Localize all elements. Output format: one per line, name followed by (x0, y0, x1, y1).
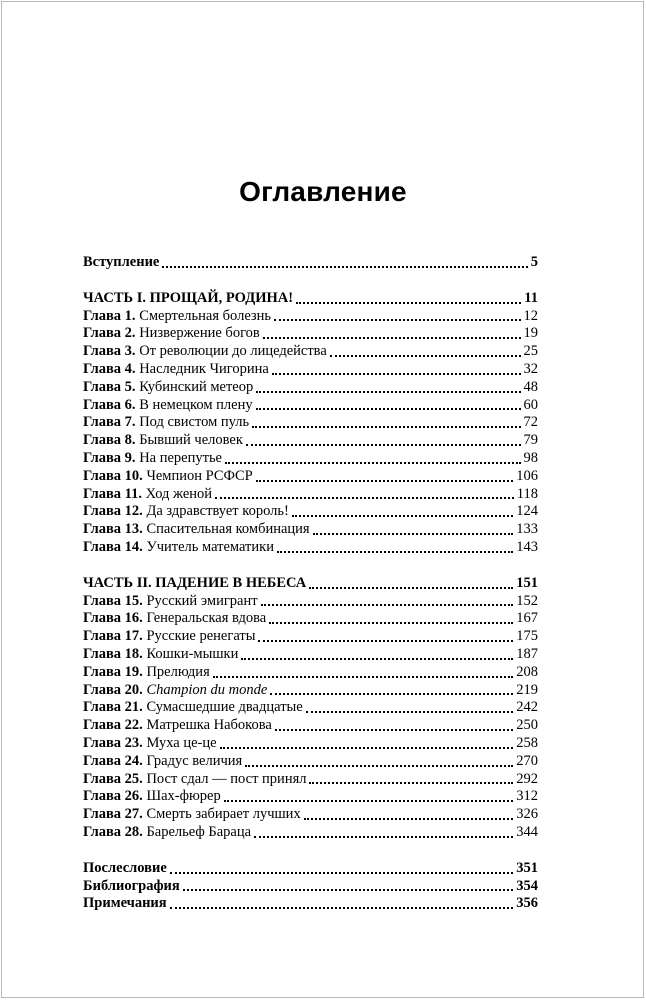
toc-page-number: 175 (516, 628, 538, 645)
toc-chapter-row[interactable] (83, 521, 538, 539)
chapter-number: Глава 28. (83, 823, 143, 840)
chapter-title: Чемпион РСФСР (146, 467, 253, 484)
toc-chapter-row[interactable] (83, 735, 538, 753)
dot-leader (309, 586, 513, 589)
toc-page-number: 133 (516, 521, 538, 538)
toc-chapter-row[interactable] (83, 717, 538, 735)
toc-page-number: 106 (516, 467, 538, 484)
toc-page-number: 124 (516, 503, 538, 520)
toc-entry-label (83, 450, 222, 467)
toc-page-number: 79 (523, 432, 538, 449)
dot-leader (224, 799, 514, 802)
chapter-title: Шах-фюрер (146, 788, 221, 805)
dot-leader (261, 603, 514, 606)
dot-leader (277, 550, 513, 553)
spacer (83, 842, 538, 860)
toc-entry-label: Библиография (83, 877, 180, 894)
dot-leader (246, 443, 521, 446)
chapter-number: Глава 2. (83, 325, 136, 342)
chapter-title: Под свистом пуль (139, 414, 250, 431)
toc-chapter-row[interactable] (83, 610, 538, 628)
chapter-number: Глава 17. (83, 628, 143, 645)
page-title: Оглавление (239, 176, 407, 207)
toc-page-number: 250 (516, 717, 538, 734)
toc-entry-label (83, 610, 266, 627)
chapter-number: Глава 3. (83, 343, 136, 360)
dot-leader (313, 532, 514, 535)
toc-entry-label (83, 414, 249, 431)
toc-page-number: 32 (523, 360, 538, 377)
toc-entry-label (83, 432, 243, 449)
chapter-number: Глава 20. (83, 681, 143, 698)
toc-entry-label (83, 824, 251, 841)
dot-leader (245, 764, 513, 767)
chapter-title: Прелюдия (146, 663, 210, 680)
toc-chapter-row[interactable] (83, 628, 538, 646)
dot-leader (254, 835, 513, 838)
toc-page-number: 151 (516, 574, 538, 591)
chapter-number: Глава 9. (83, 449, 136, 466)
toc-back-matter-row[interactable] (83, 878, 538, 896)
chapter-title: Кошки-мышки (146, 645, 239, 662)
toc-entry-label (83, 646, 238, 663)
dot-leader (162, 265, 527, 268)
chapter-title: Низвержение богов (139, 325, 260, 342)
toc-page-number: 242 (516, 699, 538, 716)
toc-entry-label: Примечания (83, 895, 167, 912)
toc-page-number: 258 (516, 734, 538, 751)
toc-entry-label (83, 788, 221, 805)
toc-page-number: 208 (516, 663, 538, 680)
chapter-number: Глава 4. (83, 360, 136, 377)
dot-leader (296, 301, 521, 304)
toc-chapter-row[interactable] (83, 699, 538, 717)
toc-entry-label (83, 753, 242, 770)
chapter-number: Глава 16. (83, 610, 143, 627)
dot-leader (170, 906, 514, 909)
toc-entry-label: Послесловие (83, 859, 167, 876)
toc-page-number: 5 (530, 254, 538, 270)
dot-leader (304, 817, 514, 820)
toc-entry-label (83, 806, 301, 823)
toc-chapter-row[interactable] (83, 503, 538, 521)
dot-leader (252, 425, 520, 428)
chapter-number: Глава 19. (83, 663, 143, 680)
toc-page-number: 25 (523, 343, 538, 360)
spacer (83, 272, 538, 290)
chapter-number: Глава 25. (83, 770, 143, 787)
toc-entry-label (83, 682, 267, 699)
chapter-title: Муха це-це (146, 734, 217, 751)
chapter-title: Бывший человек (139, 432, 243, 449)
chapter-number: Глава 10. (83, 467, 143, 484)
toc-back-matter-row[interactable] (83, 895, 538, 913)
toc-chapter-row[interactable] (83, 664, 538, 682)
toc-page-number: 72 (523, 414, 538, 431)
dot-leader (183, 888, 514, 891)
chapter-number: Глава 12. (83, 503, 143, 520)
chapter-title: Сумасшедшие двадцатые (146, 699, 303, 716)
chapter-title: Смертельная болезнь (139, 307, 272, 324)
dot-leader (274, 318, 520, 321)
toc-entry-label (83, 503, 289, 520)
toc-entry-label (83, 539, 274, 556)
toc-chapter-row[interactable] (83, 753, 538, 771)
toc-chapter-row[interactable] (83, 432, 538, 450)
toc-entry-label (83, 717, 272, 734)
toc-page-number: 354 (516, 877, 538, 894)
chapter-title: Смерть забирает лучших (146, 806, 301, 823)
dot-leader (256, 407, 521, 410)
toc-page-number: 167 (516, 610, 538, 627)
chapter-number: Глава 18. (83, 645, 143, 662)
dot-leader (215, 496, 514, 499)
toc-chapter-row[interactable] (83, 468, 538, 486)
toc-page-number: 356 (516, 895, 538, 912)
toc-chapter-row[interactable] (83, 593, 538, 611)
toc-chapter-row[interactable] (83, 343, 538, 361)
chapter-number: Глава 8. (83, 432, 136, 449)
dot-leader (292, 514, 513, 517)
chapter-title: Русский эмигрант (146, 592, 258, 609)
chapter-title: Кубинский метеор (139, 378, 254, 395)
toc-entry-label (83, 664, 210, 681)
chapter-title: Учитель математики (146, 538, 274, 555)
toc-chapter-row[interactable] (83, 325, 538, 343)
toc-page-number: 11 (524, 289, 538, 306)
toc-page-number: 48 (523, 378, 538, 395)
chapter-number: Глава 13. (83, 521, 143, 538)
chapter-number: Глава 1. (83, 307, 136, 324)
dot-leader (330, 354, 521, 357)
toc-chapter-row[interactable] (83, 646, 538, 664)
toc-page-number: 219 (516, 681, 538, 698)
toc-entry-label (83, 325, 260, 342)
toc-entry-label (83, 379, 253, 396)
toc-page-number: 351 (516, 859, 538, 876)
chapter-number: Глава 23. (83, 734, 143, 751)
chapter-title: Барельеф Бараца (146, 823, 252, 840)
dot-leader (306, 710, 514, 713)
dot-leader (269, 621, 513, 624)
part-label: ЧАСТЬ II. ПАДЕНИЕ В НЕБЕСА (83, 574, 307, 591)
toc-entry-label: Вступление (83, 254, 160, 270)
dot-leader (256, 390, 520, 393)
toc-chapter-row[interactable] (83, 486, 538, 504)
toc-page-number: 270 (516, 752, 538, 769)
toc-chapter-row[interactable] (83, 771, 538, 789)
toc-entry-label (83, 521, 310, 538)
chapter-number: Глава 21. (83, 699, 143, 716)
toc-page-number: 187 (516, 645, 538, 662)
chapter-title: Градус величия (146, 752, 243, 769)
chapter-title: Ход женой (145, 485, 213, 502)
dot-leader (309, 781, 513, 784)
toc-entry-label (83, 397, 253, 414)
toc-chapter-row[interactable] (83, 824, 538, 842)
chapter-title: Спасительная комбинация (146, 521, 310, 538)
toc-entry-label (83, 468, 253, 485)
toc-entry-label (83, 593, 258, 610)
toc-page-number: 12 (523, 307, 538, 324)
toc-intro[interactable] (83, 254, 538, 272)
chapter-number: Глава 24. (83, 752, 143, 769)
toc-page-number: 344 (516, 823, 538, 840)
chapter-title: На перепутье (139, 449, 222, 466)
table-of-contents (83, 254, 538, 913)
spacer (83, 557, 538, 575)
toc-chapter-row[interactable] (83, 806, 538, 824)
toc-page-number: 326 (516, 806, 538, 823)
chapter-number: Глава 22. (83, 717, 143, 734)
toc-page-number: 118 (516, 485, 538, 502)
chapter-number: Глава 15. (83, 592, 143, 609)
toc-chapter-row[interactable] (83, 361, 538, 379)
toc-part-2[interactable] (83, 575, 538, 593)
chapter-number: Глава 11. (83, 485, 143, 502)
chapter-title: В немецком плену (139, 396, 253, 413)
toc-chapter-row[interactable] (83, 414, 538, 432)
dot-leader (220, 746, 514, 749)
dot-leader (270, 692, 513, 695)
chapter-title: Матрешка Набокова (146, 717, 272, 734)
toc-chapter-row[interactable] (83, 539, 538, 557)
toc-back-matter-row[interactable] (83, 860, 538, 878)
toc-entry-label (83, 735, 217, 752)
toc-chapter-row[interactable] (83, 379, 538, 397)
part-2-chapter-list (83, 593, 538, 842)
chapter-title: Пост сдал — пост принял (146, 770, 307, 787)
toc-chapter-row[interactable] (83, 308, 538, 326)
toc-page-number: 19 (523, 325, 538, 342)
dot-leader (263, 336, 521, 339)
toc-entry-label (83, 486, 212, 503)
toc-page-number: 60 (523, 396, 538, 413)
toc-entry-label (83, 771, 306, 788)
dot-leader (256, 479, 514, 482)
toc-entry-label (83, 628, 255, 645)
toc-chapter-row[interactable] (83, 397, 538, 415)
chapter-number: Глава 7. (83, 414, 136, 431)
dot-leader (275, 728, 513, 731)
part-1-chapter-list (83, 308, 538, 557)
toc-entry-label (83, 361, 269, 378)
back-matter-list (83, 860, 538, 913)
chapter-title: От революции до лицедейства (139, 343, 327, 360)
chapter-title: Да здравствует король! (146, 503, 289, 520)
dot-leader (258, 639, 513, 642)
chapter-title: Champion du monde (146, 681, 268, 698)
chapter-number: Глава 27. (83, 806, 143, 823)
part-label: ЧАСТЬ I. ПРОЩАЙ, РОДИНА! (83, 289, 294, 306)
toc-page-number: 312 (516, 788, 538, 805)
toc-page-number: 292 (516, 770, 538, 787)
dot-leader (170, 871, 513, 874)
dot-leader (213, 675, 514, 678)
toc-chapter-row[interactable] (83, 682, 538, 700)
toc-page-number: 152 (516, 592, 538, 609)
chapter-title: Наследник Чигорина (139, 360, 269, 377)
dot-leader (225, 461, 521, 464)
toc-chapter-row[interactable] (83, 450, 538, 468)
toc-entry-label (83, 343, 327, 360)
chapter-number: Глава 5. (83, 378, 136, 395)
toc-chapter-row[interactable] (83, 788, 538, 806)
chapter-number: Глава 14. (83, 538, 143, 555)
toc-entry-label (83, 308, 271, 325)
toc-entry-label (83, 699, 303, 716)
chapter-title: Русские ренегаты (146, 628, 256, 645)
dot-leader (241, 657, 513, 660)
chapter-number: Глава 6. (83, 396, 136, 413)
toc-page-number: 143 (516, 538, 538, 555)
toc-part-1[interactable] (83, 290, 538, 308)
toc-page-number: 98 (523, 449, 538, 466)
chapter-title: Генеральская вдова (146, 610, 267, 627)
chapter-number: Глава 26. (83, 788, 143, 805)
dot-leader (272, 372, 521, 375)
